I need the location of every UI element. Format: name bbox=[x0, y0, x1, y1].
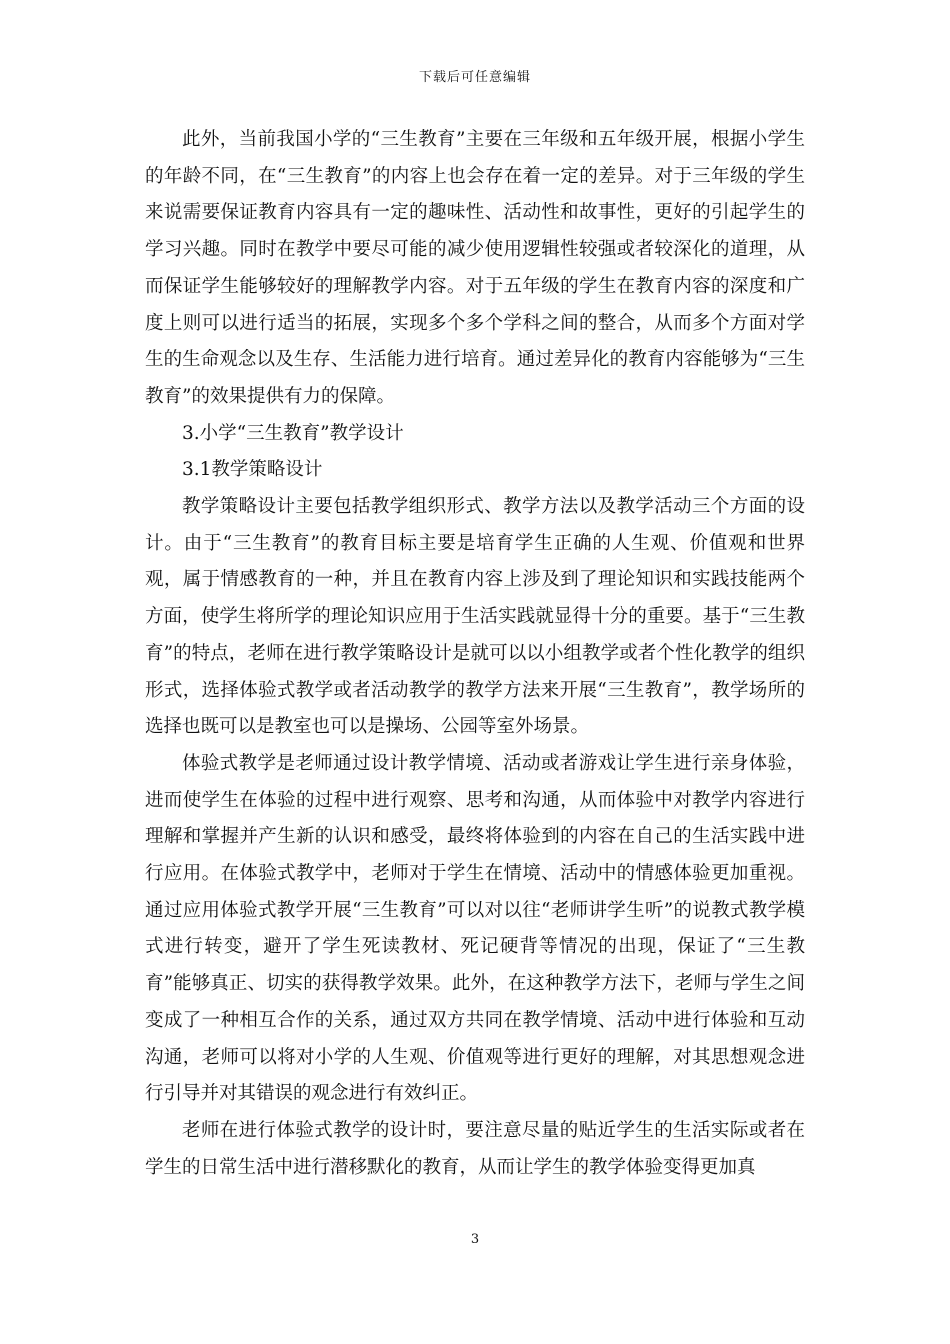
paragraph-strategy-design: 教学策略设计主要包括教学组织形式、教学方法以及教学活动三个方面的设计。由于“三生教育”的教育目标主要是培育学生正确的人生观、价值观和世界观，属于情感教育的一种，并且在教育内容上涉及到了理论知识和实践技能两个方面，使学生将所学的理论知识应用于生活实践就显得十分的重要。基于“三生教育”的特点，老师在进行教学策略设计是就可以以小组教学或者个性化教学的组织形式，选择体验式教学或者活动教学的教学方法来开展“三生教育”，教学场所的选择也既可以是教室也可以是操场、公园等室外场景。 bbox=[145, 496, 805, 738]
document-body bbox=[145, 122, 805, 1186]
subsection-heading-strategy-design: 3.1教学策略设计 bbox=[182, 459, 323, 481]
page-header: 下载后可任意编辑 bbox=[418, 70, 531, 85]
page-number: 3 bbox=[470, 1232, 480, 1247]
paragraph-differentiated-content: 此外，当前我国小学的“三生教育”主要在三年级和五年级开展，根据小学生的年龄不同，在“三生教育”的内容上也会存在着一定的差异。对于三年级的学生来说需要保证教育内容具有一定的趣味性、活动性和故事性，更好的引起学生的学习兴趣。同时在教学中要尽可能的减少使用逻辑性较强或者较深化的道理，从而保证学生能够较好的理解教学内容。对于五年级的学生在教育内容的深度和广度上则可以进行适当的拓展，实现多个多个学科之间的整合，从而多个方面对学生的生命观念以及生存、生活能力进行培育。通过差异化的教育内容能够为“三生教育”的效果提供有力的保障。 bbox=[145, 129, 805, 407]
paragraph-experiential-teaching: 体验式教学是老师通过设计教学情境、活动或者游戏让学生进行亲身体验，进而使学生在体验的过程中进行观察、思考和沟通，从而体验中对教学内容进行理解和掌握并产生新的认识和感受，最终将体验到的内容在自己的生活实践中进行应用。在体验式教学中，老师对于学生在情境、活动中的情感体验更加重视。通过应用体验式教学开展“三生教育”可以对以往“老师讲学生听”的说教式教学模式进行转变，避开了学生死读教材、死记硬背等情况的出现，保证了“三生教育”能够真正、切实的获得教学效果。此外，在这种教学方法下，老师与学生之间变成了一种相互合作的关系，通过双方共同在教学情境、活动中进行体验和互动沟通，老师可以将对小学的人生观、价值观等进行更好的理解，对其思想观念进行引导并对其错误的观念进行有效纠正。 bbox=[145, 752, 805, 1105]
paragraph-experiential-design: 老师在进行体验式教学的设计时，要注意尽量的贴近学生的生活实际或者在学生的日常生活中进行潜移默化的教育，从而让学生的教学体验变得更加真 bbox=[145, 1119, 805, 1178]
section-heading-teaching-design: 3.小学“三生教育”教学设计 bbox=[182, 422, 404, 444]
